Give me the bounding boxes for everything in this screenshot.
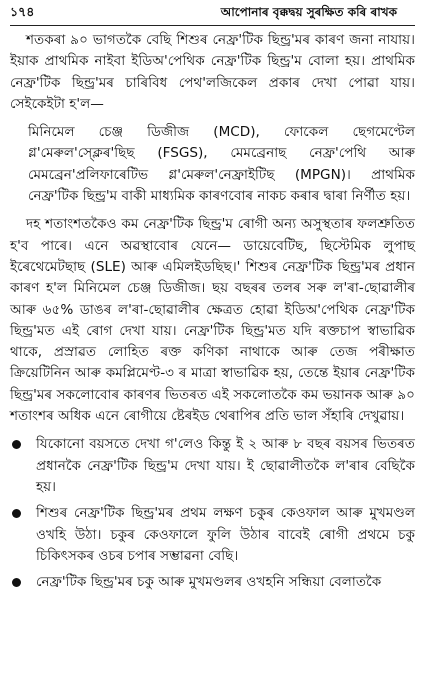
- bullet-icon: [12, 578, 21, 587]
- body-text: [10, 30, 415, 593]
- page-number: ১৭৪: [10, 4, 35, 19]
- bullet-text: শিশুৰ নেফ্ৰ'টিক ছিন্ড্ৰ'মৰ প্ৰথম লক্ষণ চকুৰ কেওফাল আৰু মুখমণ্ডল ওখহি উঠা। চকুৰ কেওফালে ফুলি উঠাৰ বাবেই ৰোগী প্ৰথমে চকু চিকিৎসকৰ ওচৰ চপাৰ সম্ভাৱনা বেছি।: [36, 505, 415, 564]
- bullet-icon: [12, 509, 21, 518]
- bullet-item-swelling: [10, 572, 415, 593]
- bullet-icon: [12, 440, 21, 449]
- paragraph-secondary-causes: দহ শতাংশতকৈও কম নেফ্ৰ'টিক ছিন্ড্ৰ'ম ৰোগী অন্য অসুস্থতাৰ ফলশ্ৰুতিত হ'ব পাৰে। এনে অৱস্থাবোৰ যেনে— ডায়েবেটিছ, ছিস্টেমিক লুপাছ ইৰেথেমেটছাছ (SLE) আৰু এমিলইডছিছ।' শিশুৰ নেফ্ৰ'টিক ছিন্ড্ৰ'মৰ প্ৰধান কাৰণ হ'ল মিনিমেল চেঞ্জ ডিজীজ। ছয় বছৰৰ তলৰ সৰু ল'ৰা-ছোৱালীৰ আৰু ৬৫% ডাঙৰ ল'ৰা-ছোৱালীৰ ক্ষেত্ৰত হোৱা ইডিঅ'পেথিক নেফ্ৰ'টিক ছিন্ড্ৰ'মত এই ৰোগ দেখা যায়। নেফ্ৰ'টিক ছিন্ড্ৰ'মত যদি ৰক্তচাপ স্বাভাৱিক থাকে, প্ৰস্ৰাৱত লোহিত ৰক্ত কণিকা নাথাকে আৰু তেজ পৰীক্ষাত ক্ৰিয়েটিনিন আৰু কমপ্লিমেণ্ট-৩ ৰ মাত্ৰা স্বাভাৱিক হয়, তেন্তে ইয়াৰ নেফ্ৰ'টিক ছিন্ড্ৰ'মৰ সকলোবোৰ কাৰণৰ ভিতৰত এই সকলোতকৈ কম ভয়ানক আৰু ৯০ শতাংশৰ অধিক এনে ৰোগীয়ে ষ্টেৰইড থেৰাপিৰ প্ৰতি ভাল সঁহাৰি দেখুৱায়।: [10, 216, 415, 425]
- bullet-item-first-symptom: [10, 503, 415, 567]
- bullet-list: [10, 434, 415, 593]
- paragraph-pathology-types: মিনিমেল চেঞ্জ ডিজীজ (MCD), ফোকেল ছেগমেণ্টেল গ্ল'মেৰুল'স্ক্লেৰ'ছিছ (FSGS), মেমব্ৰেনাছ নেফ্ৰ'পেথি আৰু মেমব্ৰেন'প্ৰলিফাৰেটিভ গ্ল'মেৰুল'নেফ্ৰাইটিছ (MPGN)। প্ৰাথমিক নেফ্ৰ'টিক ছিন্ড্ৰ'ম বাকী মাধ্যমিক কাৰণবোৰ নাকচ কৰাৰ দ্বাৰা নিৰ্ণীত হয়।: [28, 124, 415, 205]
- paragraph-intro: শতকৰা ৯০ ভাগতকৈ বেছি শিশুৰ নেফ্ৰ'টিক ছিন্ড্ৰ'মৰ কাৰণ জনা নাযায়। ইয়াক প্ৰাথমিক নাইবা ইডিঅ'পেথিক নেফ্ৰ'টিক ছিন্ড্ৰ'ম বোলা হয়। প্ৰাথমিক নেফ্ৰ'টিক ছিন্ড্ৰ'মৰ চাৰিবিধ পেথ'লজিকেল প্ৰকাৰ দেখা পোৱা যায়। সেইকেইটা হ'ল—: [10, 32, 415, 112]
- bullet-text: যিকোনো বয়সতে দেখা গ'লেও কিন্তু ই ২ আৰু ৮ বছৰ বয়সৰ ভিতৰত প্ৰধানকৈ নেফ্ৰ'টিক ছিন্ড্ৰ'ম দেখা যায়। ই ছোৱালীতকৈ ল'ৰাৰ বেছিকৈ হয়।: [36, 436, 415, 495]
- bullet-text: নেফ্ৰ'টিক ছিন্ড্ৰ'মৰ চকু আৰু মুখমণ্ডলৰ ওখহনি সন্ধিয়া বেলাতকৈ: [36, 574, 382, 591]
- running-title: আপোনাৰ বৃক্কদ্বয় সুৰক্ষিত কৰি ৰাখক: [220, 5, 397, 19]
- bullet-item-age: [10, 434, 415, 498]
- page-header: [10, 2, 415, 26]
